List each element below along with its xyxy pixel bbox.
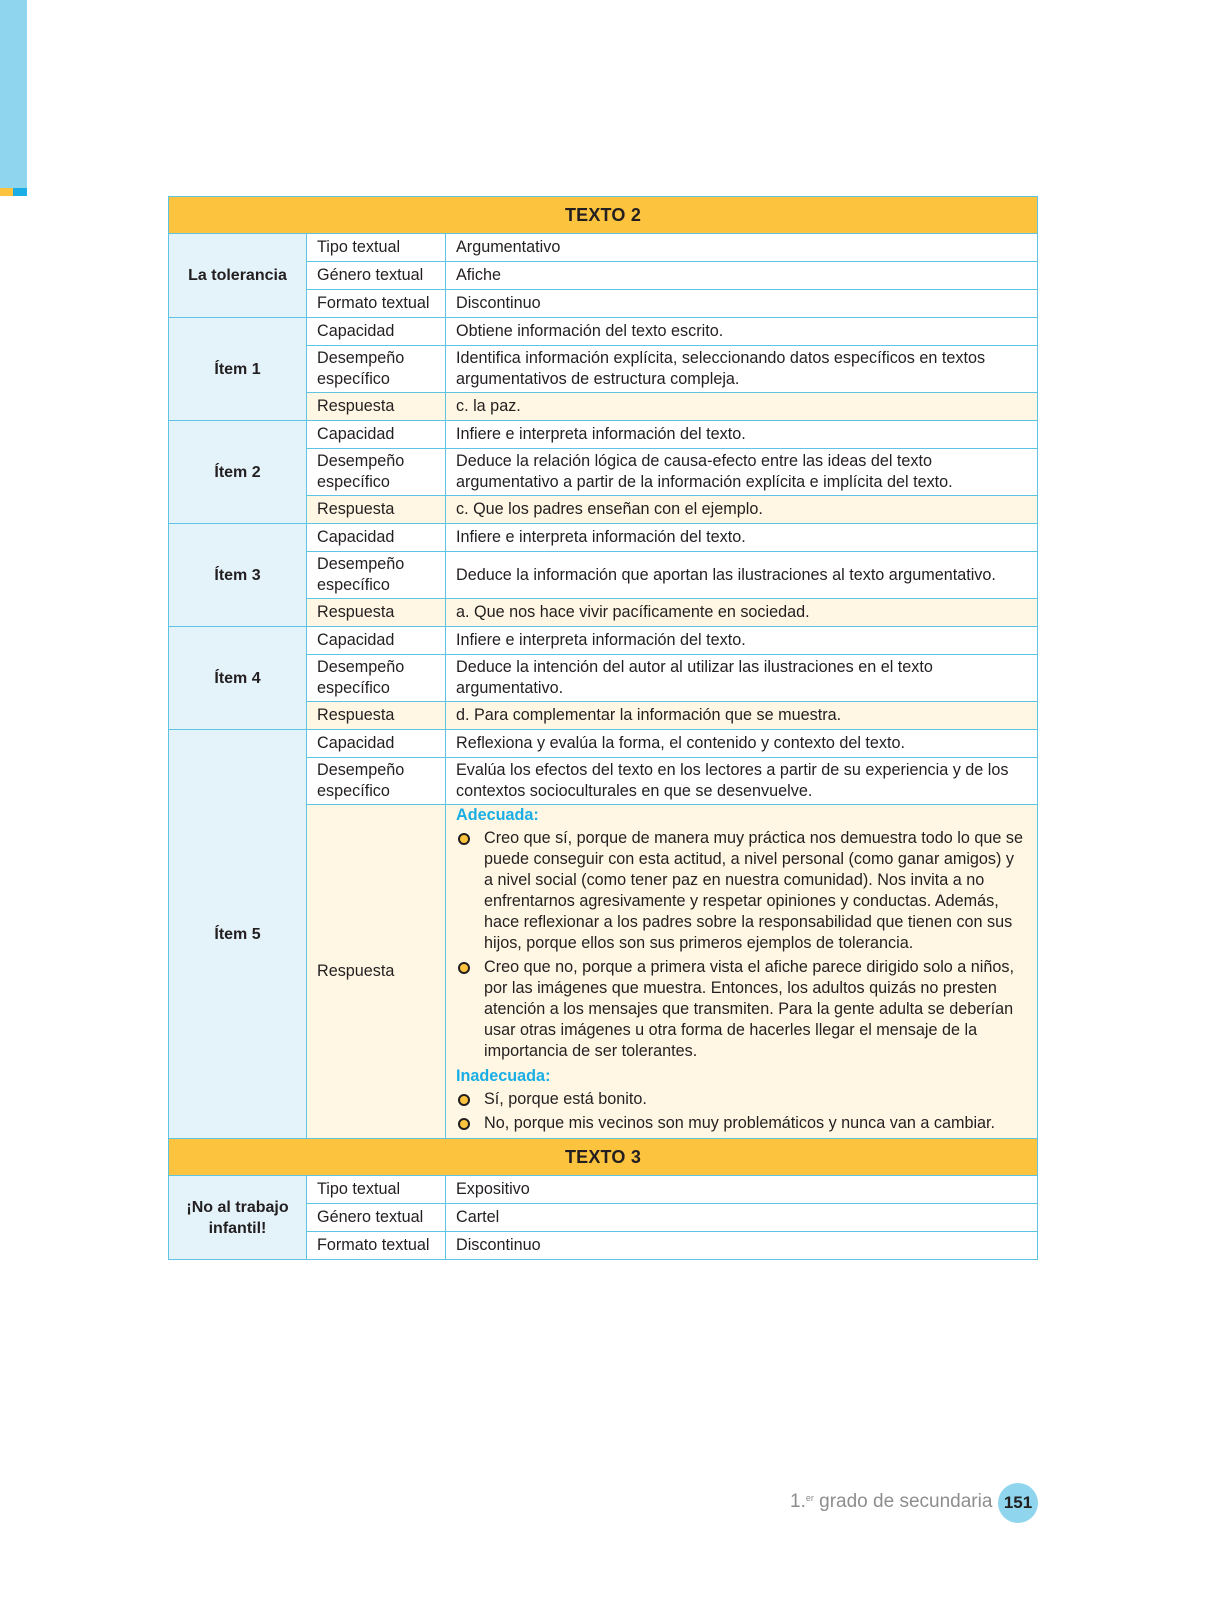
- respuesta-value: [446, 805, 1038, 1139]
- respuesta-value: d. Para complementar la información que se muestra.: [446, 702, 1038, 730]
- desempeno-value: Deduce la intención del autor al utilizar las ilustraciones en el texto argumentativo.: [446, 655, 1038, 702]
- item-label: Ítem 4: [169, 627, 307, 730]
- inadecuada-list: [456, 1089, 1027, 1134]
- item-label: Ítem 5: [169, 730, 307, 1139]
- row-label: Tipo textual: [307, 1176, 446, 1204]
- item-label: Ítem 2: [169, 421, 307, 524]
- row-label: Capacidad: [307, 421, 446, 449]
- row-label: Capacidad: [307, 524, 446, 552]
- row-value: Discontinuo: [446, 1232, 1038, 1260]
- item-label: Ítem 3: [169, 524, 307, 627]
- row-value: Argumentativo: [446, 234, 1038, 262]
- row-label: Respuesta: [307, 393, 446, 421]
- table-row: [169, 627, 1038, 655]
- row-label: Desempeño específico: [307, 655, 446, 702]
- inadecuada-label: Inadecuada:: [456, 1067, 551, 1085]
- list-item: Creo que no, porque a primera vista el afiche parece dirigido solo a niños, por las imágenes que muestra. Entonces, los adultos quizás no presten atención a los mensajes que transmiten. Para la gente adulta se deberían usar otras imágenes u otra forma de hacerles llegar el mensaje de la importancia de ser tolerantes.: [456, 957, 1027, 1062]
- texto3-header-row: [169, 1139, 1038, 1176]
- capacidad-value: Infiere e interpreta información del texto.: [446, 627, 1038, 655]
- row-label: Desempeño específico: [307, 449, 446, 496]
- row-label: Tipo textual: [307, 234, 446, 262]
- side-color-bar: [0, 0, 27, 188]
- adecuada-label: Adecuada:: [456, 806, 539, 824]
- row-value: Afiche: [446, 262, 1038, 290]
- item-label: Ítem 1: [169, 318, 307, 421]
- desempeno-value: Evalúa los efectos del texto en los lectores a partir de su experiencia y de los contextos socioculturales en que se desenvuelve.: [446, 758, 1038, 805]
- texto2-topic: La tolerancia: [169, 234, 307, 318]
- texto3-title: TEXTO 3: [169, 1139, 1038, 1176]
- respuesta-value: c. la paz.: [446, 393, 1038, 421]
- row-label: Respuesta: [307, 599, 446, 627]
- side-strip-yellow: [0, 188, 13, 196]
- row-label: Desempeño específico: [307, 346, 446, 393]
- row-value: Cartel: [446, 1204, 1038, 1232]
- adecuada-list: [456, 828, 1027, 1062]
- row-label: Respuesta: [307, 805, 446, 1139]
- grade-sup: er: [805, 1493, 814, 1503]
- table-row: [169, 730, 1038, 758]
- table-row: [169, 421, 1038, 449]
- capacidad-value: Reflexiona y evalúa la forma, el contenido y contexto del texto.: [446, 730, 1038, 758]
- respuesta-value: a. Que nos hace vivir pacíficamente en sociedad.: [446, 599, 1038, 627]
- desempeno-value: Deduce la relación lógica de causa-efecto entre las ideas del texto argumentativo a partir de la información explícita e implícita del texto.: [446, 449, 1038, 496]
- row-label: Formato textual: [307, 1232, 446, 1260]
- evaluation-table: [168, 196, 1038, 1260]
- row-label: Género textual: [307, 262, 446, 290]
- capacidad-value: Infiere e interpreta información del texto.: [446, 421, 1038, 449]
- row-label: Respuesta: [307, 702, 446, 730]
- grade-number: 1.: [790, 1491, 806, 1512]
- row-label: Capacidad: [307, 730, 446, 758]
- texto3-topic: ¡No al trabajo infantil!: [169, 1176, 307, 1260]
- list-item: Creo que sí, porque de manera muy práctica nos demuestra todo lo que se puede conseguir con esta actitud, a nivel personal (como ganar amigos) y a nivel social (como tener paz en nuestra comunidad). Nos invita a no enfrentarnos agresivamente y respetar opiniones y conductas. Además, hace reflexionar a los padres sobre la responsabilidad que tienen con sus hijos, porque ellos son sus primeros ejemplos de tolerancia.: [456, 828, 1027, 954]
- capacidad-value: Infiere e interpreta información del texto.: [446, 524, 1038, 552]
- table-row: [169, 1176, 1038, 1204]
- row-label: Capacidad: [307, 318, 446, 346]
- texto2-header-row: [169, 197, 1038, 234]
- table-row: [169, 234, 1038, 262]
- desempeno-value: Deduce la información que aportan las ilustraciones al texto argumentativo.: [446, 552, 1038, 599]
- row-value: Expositivo: [446, 1176, 1038, 1204]
- grade-text: grado de secundaria: [813, 1491, 993, 1512]
- row-label: Formato textual: [307, 290, 446, 318]
- respuesta-value: c. Que los padres enseñan con el ejemplo.: [446, 496, 1038, 524]
- row-label: Desempeño específico: [307, 758, 446, 805]
- texto2-title: TEXTO 2: [169, 197, 1038, 234]
- capacidad-value: Obtiene información del texto escrito.: [446, 318, 1038, 346]
- row-value: Discontinuo: [446, 290, 1038, 318]
- grade-footer: [790, 1491, 992, 1513]
- row-label: Desempeño específico: [307, 552, 446, 599]
- list-item: No, porque mis vecinos son muy problemáticos y nunca van a cambiar.: [456, 1113, 1027, 1134]
- row-label: Género textual: [307, 1204, 446, 1232]
- row-label: Respuesta: [307, 496, 446, 524]
- table-row: [169, 318, 1038, 346]
- table-row: [169, 524, 1038, 552]
- desempeno-value: Identifica información explícita, seleccionando datos específicos en textos argumentativos de estructura compleja.: [446, 346, 1038, 393]
- row-label: Capacidad: [307, 627, 446, 655]
- page-number: 151: [998, 1483, 1038, 1523]
- side-strip-blue: [13, 188, 27, 196]
- list-item: Sí, porque está bonito.: [456, 1089, 1027, 1110]
